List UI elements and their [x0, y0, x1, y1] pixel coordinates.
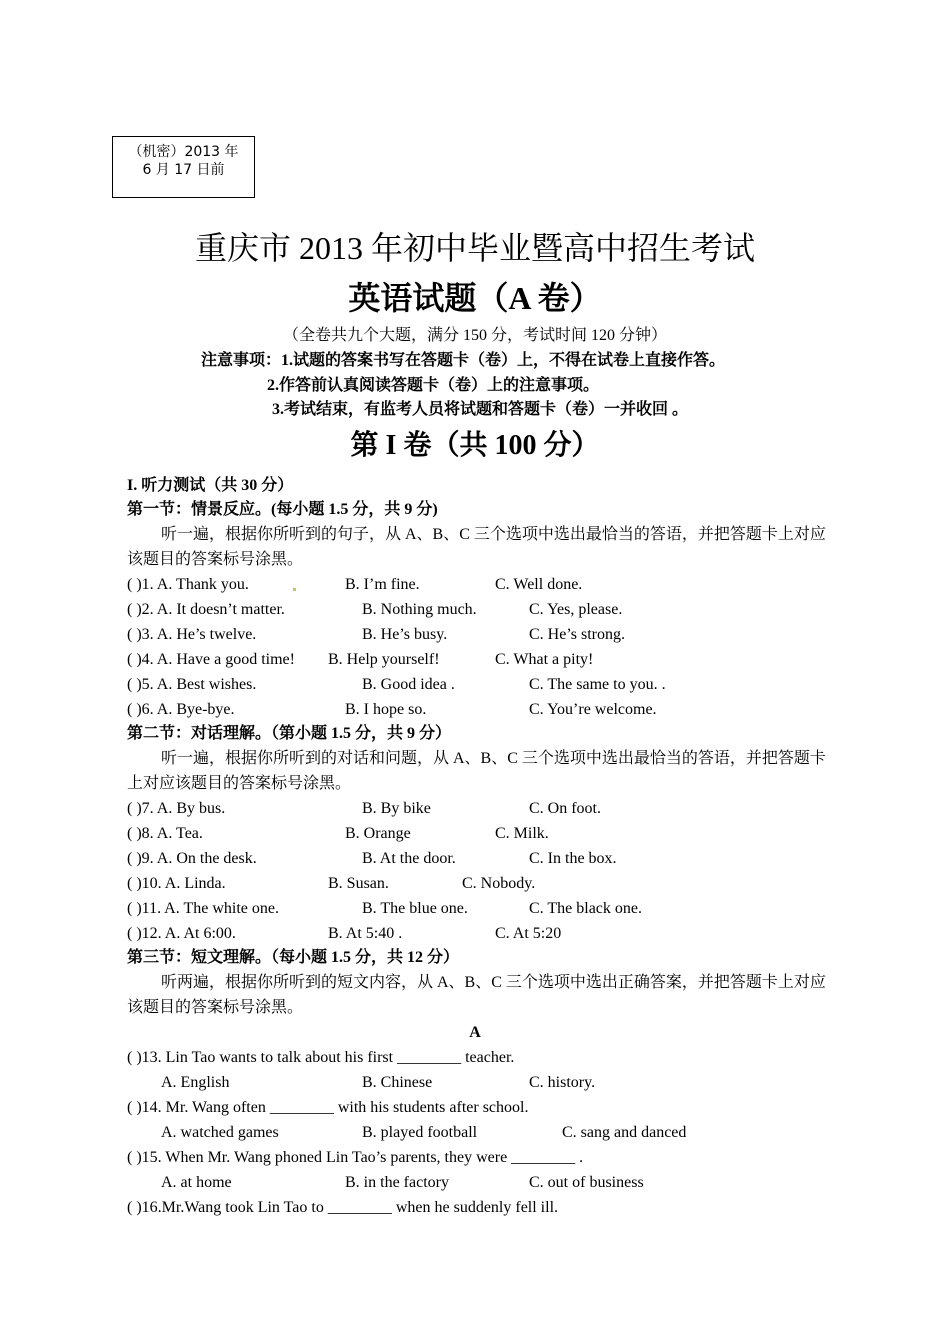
question-option-a: ( )7. A. By bus.	[127, 800, 226, 817]
question-option-c: C. The same to you. .	[529, 676, 666, 693]
stray-mark	[293, 588, 296, 591]
option-b: B. Chinese	[362, 1074, 433, 1091]
question-option-b: B. Good idea .	[362, 676, 455, 693]
question-option-c: C. You’re welcome.	[529, 701, 657, 718]
passage-label: A	[469, 1024, 481, 1041]
section-3-instructions: 听两遍，根据你所听到的短文内容，从 A、B、C 三个选项中选出正确答案，并把答题卡上对应该题目的答案标号涂黑。	[127, 974, 826, 1016]
question-option-c: C. He’s strong.	[529, 626, 625, 643]
listening-section-title: I. 听力测试（共 30 分）	[127, 477, 294, 494]
question-option-c: C. Nobody.	[462, 875, 536, 892]
question-option-a: ( )8. A. Tea.	[127, 825, 203, 842]
option-a: A. at home	[161, 1174, 232, 1191]
question-option-b: B. I hope so.	[345, 701, 427, 718]
question-13: ( )13. Lin Tao wants to talk about his first ________ teacher.	[127, 1049, 515, 1066]
question-option-c: C. Milk.	[495, 825, 549, 842]
question-option-a: ( )1. A. Thank you.	[127, 576, 249, 593]
question-option-a: ( )2. A. It doesn’t matter.	[127, 601, 285, 618]
exam-info: （全卷共九个大题，满分 150 分，考试时间 120 分钟）	[282, 327, 667, 344]
confidential-line-1: （机密）2013 年	[128, 144, 239, 160]
question-option-b: B. By bike	[362, 800, 431, 817]
question-option-c: C. What a pity!	[495, 651, 594, 668]
question-option-b: B. I’m fine.	[345, 576, 420, 593]
question-16: ( )16.Mr.Wang took Lin Tao to ________ when he suddenly fell ill.	[127, 1199, 559, 1216]
question-option-b: B. Nothing much.	[362, 601, 477, 618]
section-2-instructions: 听一遍，根据你所听到的对话和问题，从 A、B、C 三个选项中选出最恰当的答语，并把答题卡上对应该题目的答案标号涂黑。	[127, 750, 826, 792]
question-option-b: B. The blue one.	[362, 900, 468, 917]
confidential-line-2: 6 月 17 日前	[142, 162, 225, 178]
question-option-a: ( )9. A. On the desk.	[127, 850, 257, 867]
part-one-title: 第 I 卷（共 100 分）	[350, 430, 600, 461]
question-option-c: C. Well done.	[495, 576, 583, 593]
question-option-c: C. In the box.	[529, 850, 617, 867]
exam-subject: 英语试题（A 卷）	[348, 280, 602, 316]
question-option-a: ( )3. A. He’s twelve.	[127, 626, 257, 643]
option-c: C. history.	[529, 1074, 596, 1091]
question-option-b: B. Susan.	[328, 875, 389, 892]
section-1-instructions: 听一遍，根据你所听到的句子，从 A、B、C 三个选项中选出最恰当的答语，并把答题卡上对应该题目的答案标号涂黑。	[127, 526, 826, 568]
question-option-a: ( )5. A. Best wishes.	[127, 676, 257, 693]
question-option-c: C. The black one.	[529, 900, 643, 917]
option-c: C. sang and danced	[562, 1124, 687, 1141]
question-option-a: ( )12. A. At 6:00.	[127, 925, 236, 942]
question-option-a: ( )4. A. Have a good time!	[127, 651, 295, 668]
notice-2: 2.作答前认真阅读答题卡（卷）上的注意事项。	[267, 377, 600, 394]
section-1-title: 第一节：情景反应。(每小题 1.5 分，共 9 分)	[127, 501, 438, 518]
question-option-b: B. At the door.	[362, 850, 456, 867]
question-option-a: ( )10. A. Linda.	[127, 875, 226, 892]
question-option-b: B. Help yourself!	[328, 651, 440, 668]
section-3-title: 第三节：短文理解。（每小题 1.5 分，共 12 分）	[127, 949, 460, 966]
exam-title: 重庆市 2013 年初中毕业暨高中招生考试	[194, 230, 755, 266]
question-option-c: C. On foot.	[529, 800, 601, 817]
option-b: B. played football	[362, 1124, 478, 1141]
question-option-b: B. He’s busy.	[362, 626, 448, 643]
option-b: B. in the factory	[345, 1174, 449, 1191]
question-option-b: B. At 5:40 .	[328, 925, 403, 942]
question-option-a: ( )11. A. The white one.	[127, 900, 279, 917]
question-option-a: ( )6. A. Bye-bye.	[127, 701, 235, 718]
question-option-c: C. Yes, please.	[529, 601, 623, 618]
question-option-b: B. Orange	[345, 825, 411, 842]
notice-3: 3.考试结束，有监考人员将试题和答题卡（卷）一并收回 。	[272, 401, 689, 418]
notice-1: 注意事项：1.试题的答案书写在答题卡（卷）上，不得在试卷上直接作答。	[201, 352, 726, 369]
confidential-box	[112, 136, 255, 198]
option-a: A. English	[161, 1074, 230, 1091]
section-2-title: 第二节：对话理解。（第小题 1.5 分，共 9 分）	[127, 725, 452, 742]
option-a: A. watched games	[161, 1124, 279, 1141]
option-c: C. out of business	[529, 1174, 644, 1191]
question-15: ( )15. When Mr. Wang phoned Lin Tao’s parents, they were ________ .	[127, 1149, 584, 1166]
question-option-c: C. At 5:20	[495, 925, 562, 942]
question-14: ( )14. Mr. Wang often ________ with his students after school.	[127, 1099, 529, 1116]
